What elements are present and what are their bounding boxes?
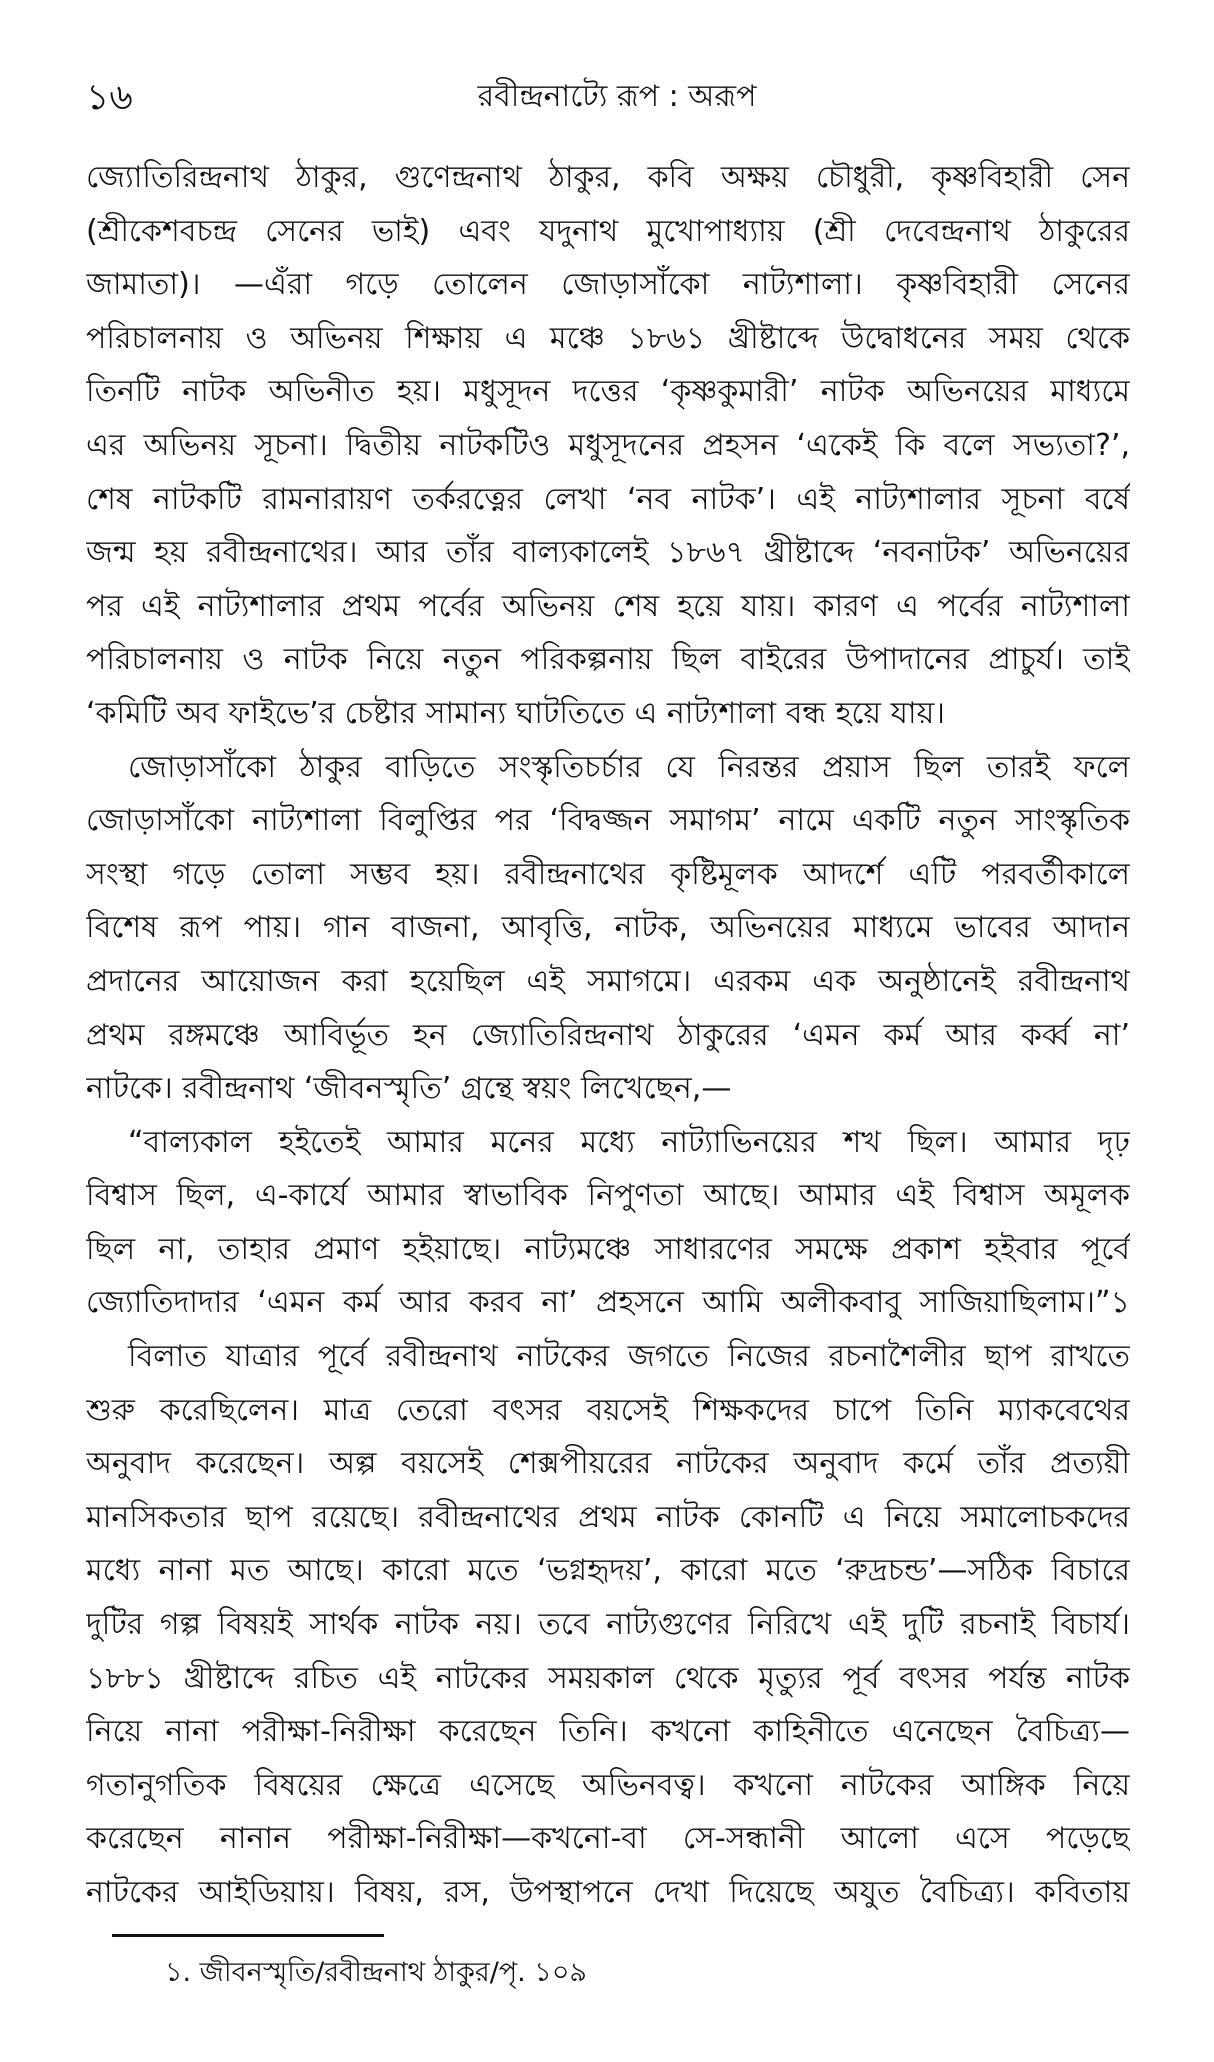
text-line: করেছেন নানান পরীক্ষা-নিরীক্ষা—কখনো-বা সে-সন্ধানী আলো এসে পড়েছে xyxy=(86,1821,1130,1857)
text-line: বিশ্বাস ছিল, এ-কার্যে আমার স্বাভাবিক নিপুণতা আছে। আমার এই বিশ্বাস অমূলক xyxy=(86,1178,1130,1214)
text-line: প্রথম রঙ্গমঞ্চে আবির্ভূত হন জ্যোতিরিন্দ্রনাথ ঠাকুরের ‘এমন কর্ম আর কর্ব্ব না’ xyxy=(86,1017,1130,1053)
footnote: ১. জীবনস্মৃতি/রবীন্দ্রনাথ ঠাকুর/পৃ. ১০৯ xyxy=(165,1957,587,1988)
text-line: “বাল্যকাল হইতেই আমার মনের মধ্যে নাট্যাভিনয়ের শখ ছিল। আমার দৃঢ় xyxy=(128,1124,1130,1160)
text-line: পর এই নাট্যশালার প্রথম পর্বের অভিনয় শেষ হয়ে যায়। কারণ এ পর্বের নাট্যশালা xyxy=(86,588,1130,624)
text-line: মধ্যে নানা মত আছে। কারো মতে ‘ভগ্নহৃদয়’, কারো মতে ‘রুদ্রচন্ড’—সঠিক বিচারে xyxy=(86,1553,1130,1589)
page-number: ১৬ xyxy=(86,77,133,118)
text-line: প্রদানের আয়োজন করা হয়েছিল এই সমাগমে। এরকম এক অনুষ্ঠানেই রবীন্দ্রনাথ xyxy=(86,963,1130,999)
body-text xyxy=(86,151,1130,1920)
text-line: তিনটি নাটক অভিনীত হয়। মধুসূদন দত্তের ‘কৃষ্ণকুমারী’ নাটক অভিনয়ের মাধ্যমে xyxy=(86,374,1130,410)
text-line: নাটকে। রবীন্দ্রনাথ ‘জীবনস্মৃতি’ গ্রন্থে স্বয়ং লিখেছেন,— xyxy=(86,1071,732,1107)
text-line: ‘কমিটি অব ফাইভে’র চেষ্টার সামান্য ঘাটতিতে এ নাট্যশালা বন্ধ হয়ে যায়। xyxy=(86,695,945,731)
text-line: পরিচালনায় ও অভিনয় শিক্ষায় এ মঞ্চে ১৮৬১ খ্রীষ্টাব্দে উদ্বোধনের সময় থেকে xyxy=(86,320,1130,356)
text-line: জোড়াসাঁকো নাট্যশালা বিলুপ্তির পর ‘বিদ্বজ্জন সমাগম’ নামে একটি নতুন সাংস্কৃতিক xyxy=(86,803,1130,839)
text-line: সংস্থা গড়ে তোলা সম্ভব হয়। রবীন্দ্রনাথের কৃষ্টিমূলক আদর্শে এটি পরবর্তীকালে xyxy=(86,856,1130,892)
text-line: শুরু করেছিলেন। মাত্র তেরো বৎসর বয়সেই শিক্ষকদের চাপে তিনি ম্যাকবেথের xyxy=(86,1392,1130,1428)
text-line: মানসিকতার ছাপ রয়েছে। রবীন্দ্রনাথের প্রথম নাটক কোনটি এ নিয়ে সমালোচকদের xyxy=(86,1499,1130,1535)
text-line: নাটকের আইডিয়ায়। বিষয়, রস, উপস্থাপনে দেখা দিয়েছে অযুত বৈচিত্র্য। কবিতায় xyxy=(86,1875,1130,1910)
text-line: জোড়াসাঁকো ঠাকুর বাড়িতে সংস্কৃতিচর্চার যে নিরন্তর প্রয়াস ছিল তারই ফলে xyxy=(128,749,1130,785)
text-line: জ্যোতিদাদার ‘এমন কর্ম আর করব না’ প্রহসনে আমি অলীকবাবু সাজিয়াছিলাম।”১ xyxy=(86,1285,1130,1321)
text-line: (শ্রীকেশবচন্দ্র সেনের ভাই) এবং যদুনাথ মুখোপাধ্যায় (শ্রী দেবেন্দ্রনাথ ঠাকুরের xyxy=(86,213,1130,249)
text-line: পরিচালনায় ও নাটক নিয়ে নতুন পরিকল্পনায় ছিল বাইরের উপাদানের প্রাচুর্য। তাই xyxy=(86,642,1130,678)
text-line: জামাতা)। —এঁরা গড়ে তোলেন জোড়াসাঁকো নাট্যশালা। কৃষ্ণবিহারী সেনের xyxy=(86,267,1130,303)
text-line: অনুবাদ করেছেন। অল্প বয়সেই শেক্সপীয়রের নাটকের অনুবাদ কর্মে তাঁর প্রত্যয়ী xyxy=(86,1446,1130,1482)
text-line: নিয়ে নানা পরীক্ষা-নিরীক্ষা করেছেন তিনি। কখনো কাহিনীতে এনেছেন বৈচিত্র্য— xyxy=(86,1714,1130,1750)
text-line: দুটির গল্প বিষয়ই সার্থক নাটক নয়। তবে নাট্যগুণের নিরিখে এই দুটি রচনাই বিচার্য। xyxy=(86,1607,1130,1643)
text-line: ১৮৮১ খ্রীষ্টাব্দে রচিত এই নাটকের সময়কাল থেকে মৃত্যুর পূর্ব বৎসর পর্যন্ত নাটক xyxy=(86,1660,1130,1696)
text-line: বিশেষ রূপ পায়। গান বাজনা, আবৃত্তি, নাটক, অভিনয়ের মাধ্যমে ভাবের আদান xyxy=(86,910,1130,946)
text-line: ছিল না, তাহার প্রমাণ হইয়াছে। নাট্যমঞ্চে সাধারণের সমক্ষে প্রকাশ হইবার পূর্বে xyxy=(86,1231,1130,1267)
text-line: জ্যোতিরিন্দ্রনাথ ঠাকুর, গুণেন্দ্রনাথ ঠাকুর, কবি অক্ষয় চৌধুরী, কৃষ্ণবিহারী সেন xyxy=(86,160,1130,195)
text-line: শেষ নাটকটি রামনারায়ণ তর্করত্নের লেখা ‘নব নাটক’। এই নাট্যশালার সূচনা বর্ষে xyxy=(86,481,1130,517)
text-line: এর অভিনয় সূচনা। দ্বিতীয় নাটকটিও মধুসূদনের প্রহসন ‘একেই কি বলে সভ্যতা?’, xyxy=(86,427,1130,463)
running-title: রবীন্দ্রনাট্যে রূপ : অরূপ xyxy=(477,79,757,114)
footnote-divider xyxy=(112,1934,384,1937)
text-line: গতানুগতিক বিষয়ের ক্ষেত্রে এসেছে অভিনবত্ব। কখনো নাটকের আঙ্গিক নিয়ে xyxy=(86,1767,1130,1803)
text-line: বিলাত যাত্রার পূর্বে রবীন্দ্রনাথ নাটকের জগতে নিজের রচনাশৈলীর ছাপ রাখতে xyxy=(128,1339,1130,1375)
text-line: জন্ম হয় রবীন্দ্রনাথের। আর তাঁর বাল্যকালেই ১৮৬৭ খ্রীষ্টাব্দে ‘নবনাটক’ অভিনয়ের xyxy=(86,535,1130,571)
